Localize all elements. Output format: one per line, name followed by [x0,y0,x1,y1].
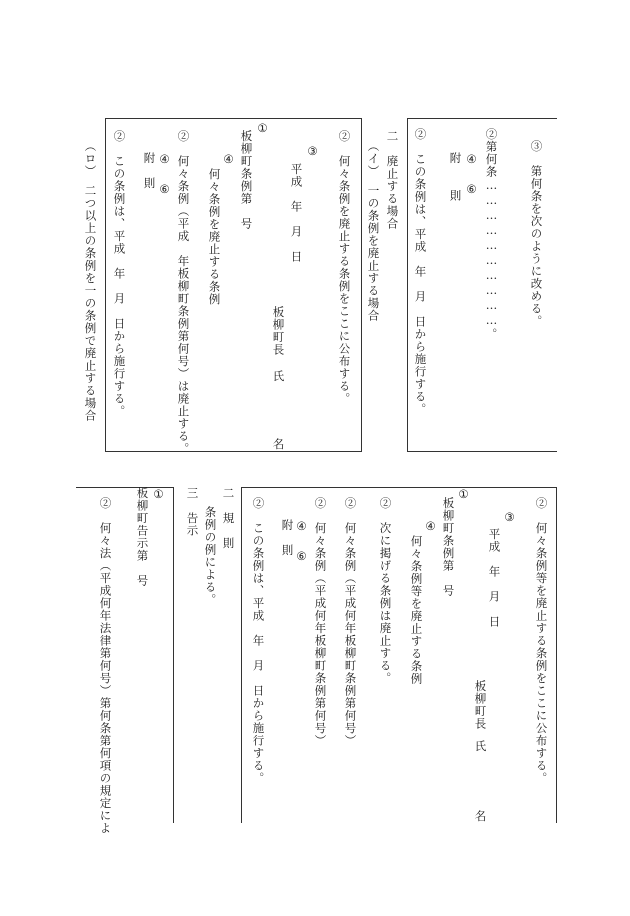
supplementary-label: 附 則 [448,152,463,202]
section-heading-abolish: 二 廃止する場合 [385,130,400,230]
supplementary-label-2: 附 則 [142,152,157,190]
upper-left-box-right [361,118,362,452]
upper-right-box-bottom [407,451,557,452]
mayor-name-4: 名 [473,810,488,823]
title-num-2: ④ [423,519,438,534]
article-line: ②第何条…………………………。 [484,128,499,341]
date-line: 平成 年 月 日 [289,163,304,263]
promulgation-line-2: ② 何々条例等を廃止する条例をここに公布する。 [534,497,549,785]
ordinance-num: ① [255,121,270,136]
title-num: ④ [221,152,236,167]
supplementary-num-2: ④ ⑥ [157,152,172,197]
lower-left-box-right [173,487,174,823]
abolish-item-1: ② 何々条例（平成何年板柳町条例第何号） [343,497,358,747]
lower-right-box-left [241,487,242,823]
notice-body: ② 何々法（平成何年法律第何号）第何条第何項の規定によ [98,497,113,835]
notice-num: ① [151,487,166,502]
ordinance-num-2: ① [456,487,471,502]
section-heading-notice: 三 告示 [185,487,200,537]
section-heading-rules: 二 規 則 [221,487,236,550]
date-line-2: 平成 年 月 日 [487,528,502,628]
effective-clause: ② この条例は、平成 年 月 日から施行する。 [413,128,428,416]
notice-number: 板柳町告示第 号 [135,487,150,587]
abolish-body: ② 何々条例（平成 年板柳町条例第何号）は廃止する。 [176,130,191,455]
upper-right-box-left [407,118,408,452]
subsection-ro: （ロ） 二つ以上の条例を一の条例で廃止する場合 [83,140,98,422]
date-num-2: ③ [502,510,517,525]
ordinance-number-2: 板柳町条例第 号 [441,497,456,597]
mayor-title-2: 板柳町長 [473,680,488,730]
mayor-name-2: 名 [271,438,286,451]
abolish-item-2: ② 何々条例（平成何年板柳町条例第何号） [313,497,328,747]
subsection-i: （イ） 一の条例を廃止する場合 [366,140,381,322]
upper-left-box-bottom [105,451,362,452]
supplementary-num: ④ ⑥ [464,152,479,197]
amend-line: ③ 第何条を次のように改める。 [529,140,544,328]
rules-text: 条例の例による。 [203,506,218,606]
effective-clause-3: ② この条例は、平成 年 月 日から施行する。 [251,497,266,785]
date-num: ③ [305,144,320,159]
lower-right-box-right [556,487,557,823]
mayor-name-1: 氏 [271,370,286,383]
upper-left-box-left [105,118,106,452]
lower-right-box-top [241,487,557,488]
ordinance-number: 板柳町条例第 号 [239,130,254,230]
supplementary-label-3: 附 則 [280,519,295,557]
abolish-intro: ② 次に掲げる条例は廃止する。 [378,497,393,685]
upper-left-box-top [105,118,362,119]
promulgation-line: ② 何々条例を廃止する条例をここに公布する。 [337,130,352,405]
ordinance-title: 何々条例を廃止する条例 [207,168,222,306]
mayor-name-3: 氏 [473,740,488,753]
mayor-title: 板柳町長 [271,306,286,356]
supplementary-num-3: ④ ⑥ [294,519,309,564]
upper-right-box-top [407,118,557,119]
ordinance-title-2: 何々条例等を廃止する条例 [409,535,424,685]
effective-clause-2: ② この条例は、平成 年 月 日から施行する。 [112,130,127,418]
